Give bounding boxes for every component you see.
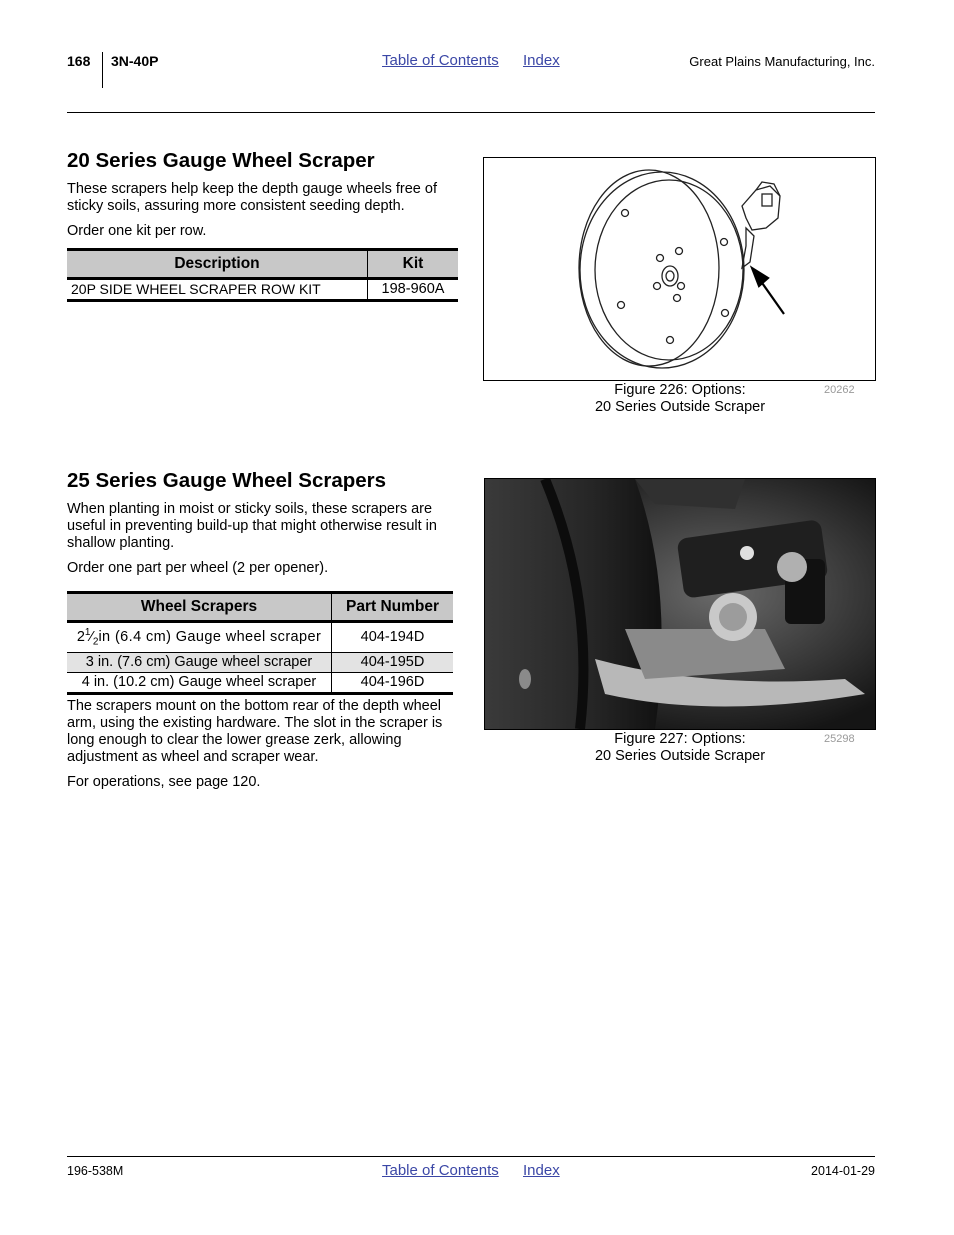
table-row [67, 279, 458, 301]
scraper-part-number: 404-196D [332, 672, 454, 693]
scraper-photo-illustration [485, 479, 875, 729]
section-25-scraper-table [67, 591, 453, 695]
table-row [67, 672, 453, 693]
figure-227-photo [484, 478, 876, 730]
table-header-row [67, 250, 458, 279]
scraper-part-number: 404-194D [332, 622, 454, 653]
kit-number: 198-960A [368, 279, 459, 301]
scraper-part-number: 404-195D [332, 652, 454, 672]
table-row [67, 622, 453, 653]
scraper-description: $2^1⁄_2in$ (6.4 cm) Gauge wheel scraper [76, 627, 322, 648]
scraper-description: 4 in. (10.2 cm) Gauge wheel scraper [67, 672, 332, 693]
header-index-link[interactable]: Index [523, 52, 560, 69]
column-header-wheel-scrapers: Wheel Scrapers [67, 593, 332, 622]
figure-227-id: 25298 [824, 733, 855, 745]
figure-227-caption-line2: 20 Series Outside Scraper [594, 748, 766, 764]
document-number: 196-538M [67, 1164, 124, 1178]
footer-rule [67, 1156, 875, 1157]
footer-index-link[interactable]: Index [523, 1162, 560, 1179]
header-toc-link[interactable]: Table of Contents [382, 52, 499, 69]
header-rule [67, 112, 875, 113]
section-25-operations-note: For operations, see page 120. [67, 774, 261, 790]
kit-description: 20P SIDE WHEEL SCRAPER ROW KIT [67, 279, 368, 301]
figure-227-caption-line1: Figure 227: Options: [614, 731, 746, 747]
section-20-title: 20 Series Gauge Wheel Scraper [67, 149, 375, 172]
scraper-description-rest: in (6.4 cm) Gauge wheel scraper [98, 628, 322, 645]
fraction-whole: 2 [76, 628, 85, 645]
section-25-mount-text: The scrapers mount on the bottom rear of the depth wheel arm, using the existing hardware. The slot in the scraper is long enough to clear the lower grease zerk, allowing adjustment as wheel and scraper wear. [67, 698, 443, 765]
header-divider [102, 52, 103, 88]
model-name: 3N-40P [111, 53, 159, 69]
column-header-part-number: Part Number [332, 593, 454, 622]
table-header-row [67, 593, 453, 622]
figure-226-caption [540, 382, 820, 416]
section-20-kit-table [67, 248, 458, 302]
table-row [67, 652, 453, 672]
scraper-description: 3 in. (7.6 cm) Gauge wheel scraper [67, 652, 332, 672]
fraction-denominator: 2 [92, 636, 99, 648]
company-name: Great Plains Manufacturing, Inc. [689, 54, 875, 69]
section-25-intro: When planting in moist or sticky soils, these scrapers are useful in preventing build-up that might otherwise result in shallow planting. [67, 501, 437, 551]
figure-227-caption [540, 731, 820, 765]
page-number: 168 [67, 53, 91, 69]
figure-226-caption-line1: Figure 226: Options: [614, 382, 746, 398]
column-header-description: Description [67, 250, 368, 279]
section-25-title: 25 Series Gauge Wheel Scrapers [67, 469, 387, 492]
section-20-order-note: Order one kit per row. [67, 223, 207, 239]
gauge-wheel-drawing [484, 158, 875, 380]
column-header-kit: Kit [368, 250, 459, 279]
footer-toc-link[interactable]: Table of Contents [382, 1162, 499, 1179]
figure-226-image [483, 157, 876, 381]
publication-date: 2014-01-29 [811, 1164, 875, 1178]
fraction-numerator: 1 [84, 627, 91, 638]
section-20-intro: These scrapers help keep the depth gauge wheels free of sticky soils, assuring more consistent seeding depth. [67, 181, 437, 214]
figure-226-caption-line2: 20 Series Outside Scraper [594, 399, 766, 415]
section-25-order-note: Order one part per wheel (2 per opener). [67, 560, 329, 576]
figure-226-id: 20262 [824, 384, 855, 396]
